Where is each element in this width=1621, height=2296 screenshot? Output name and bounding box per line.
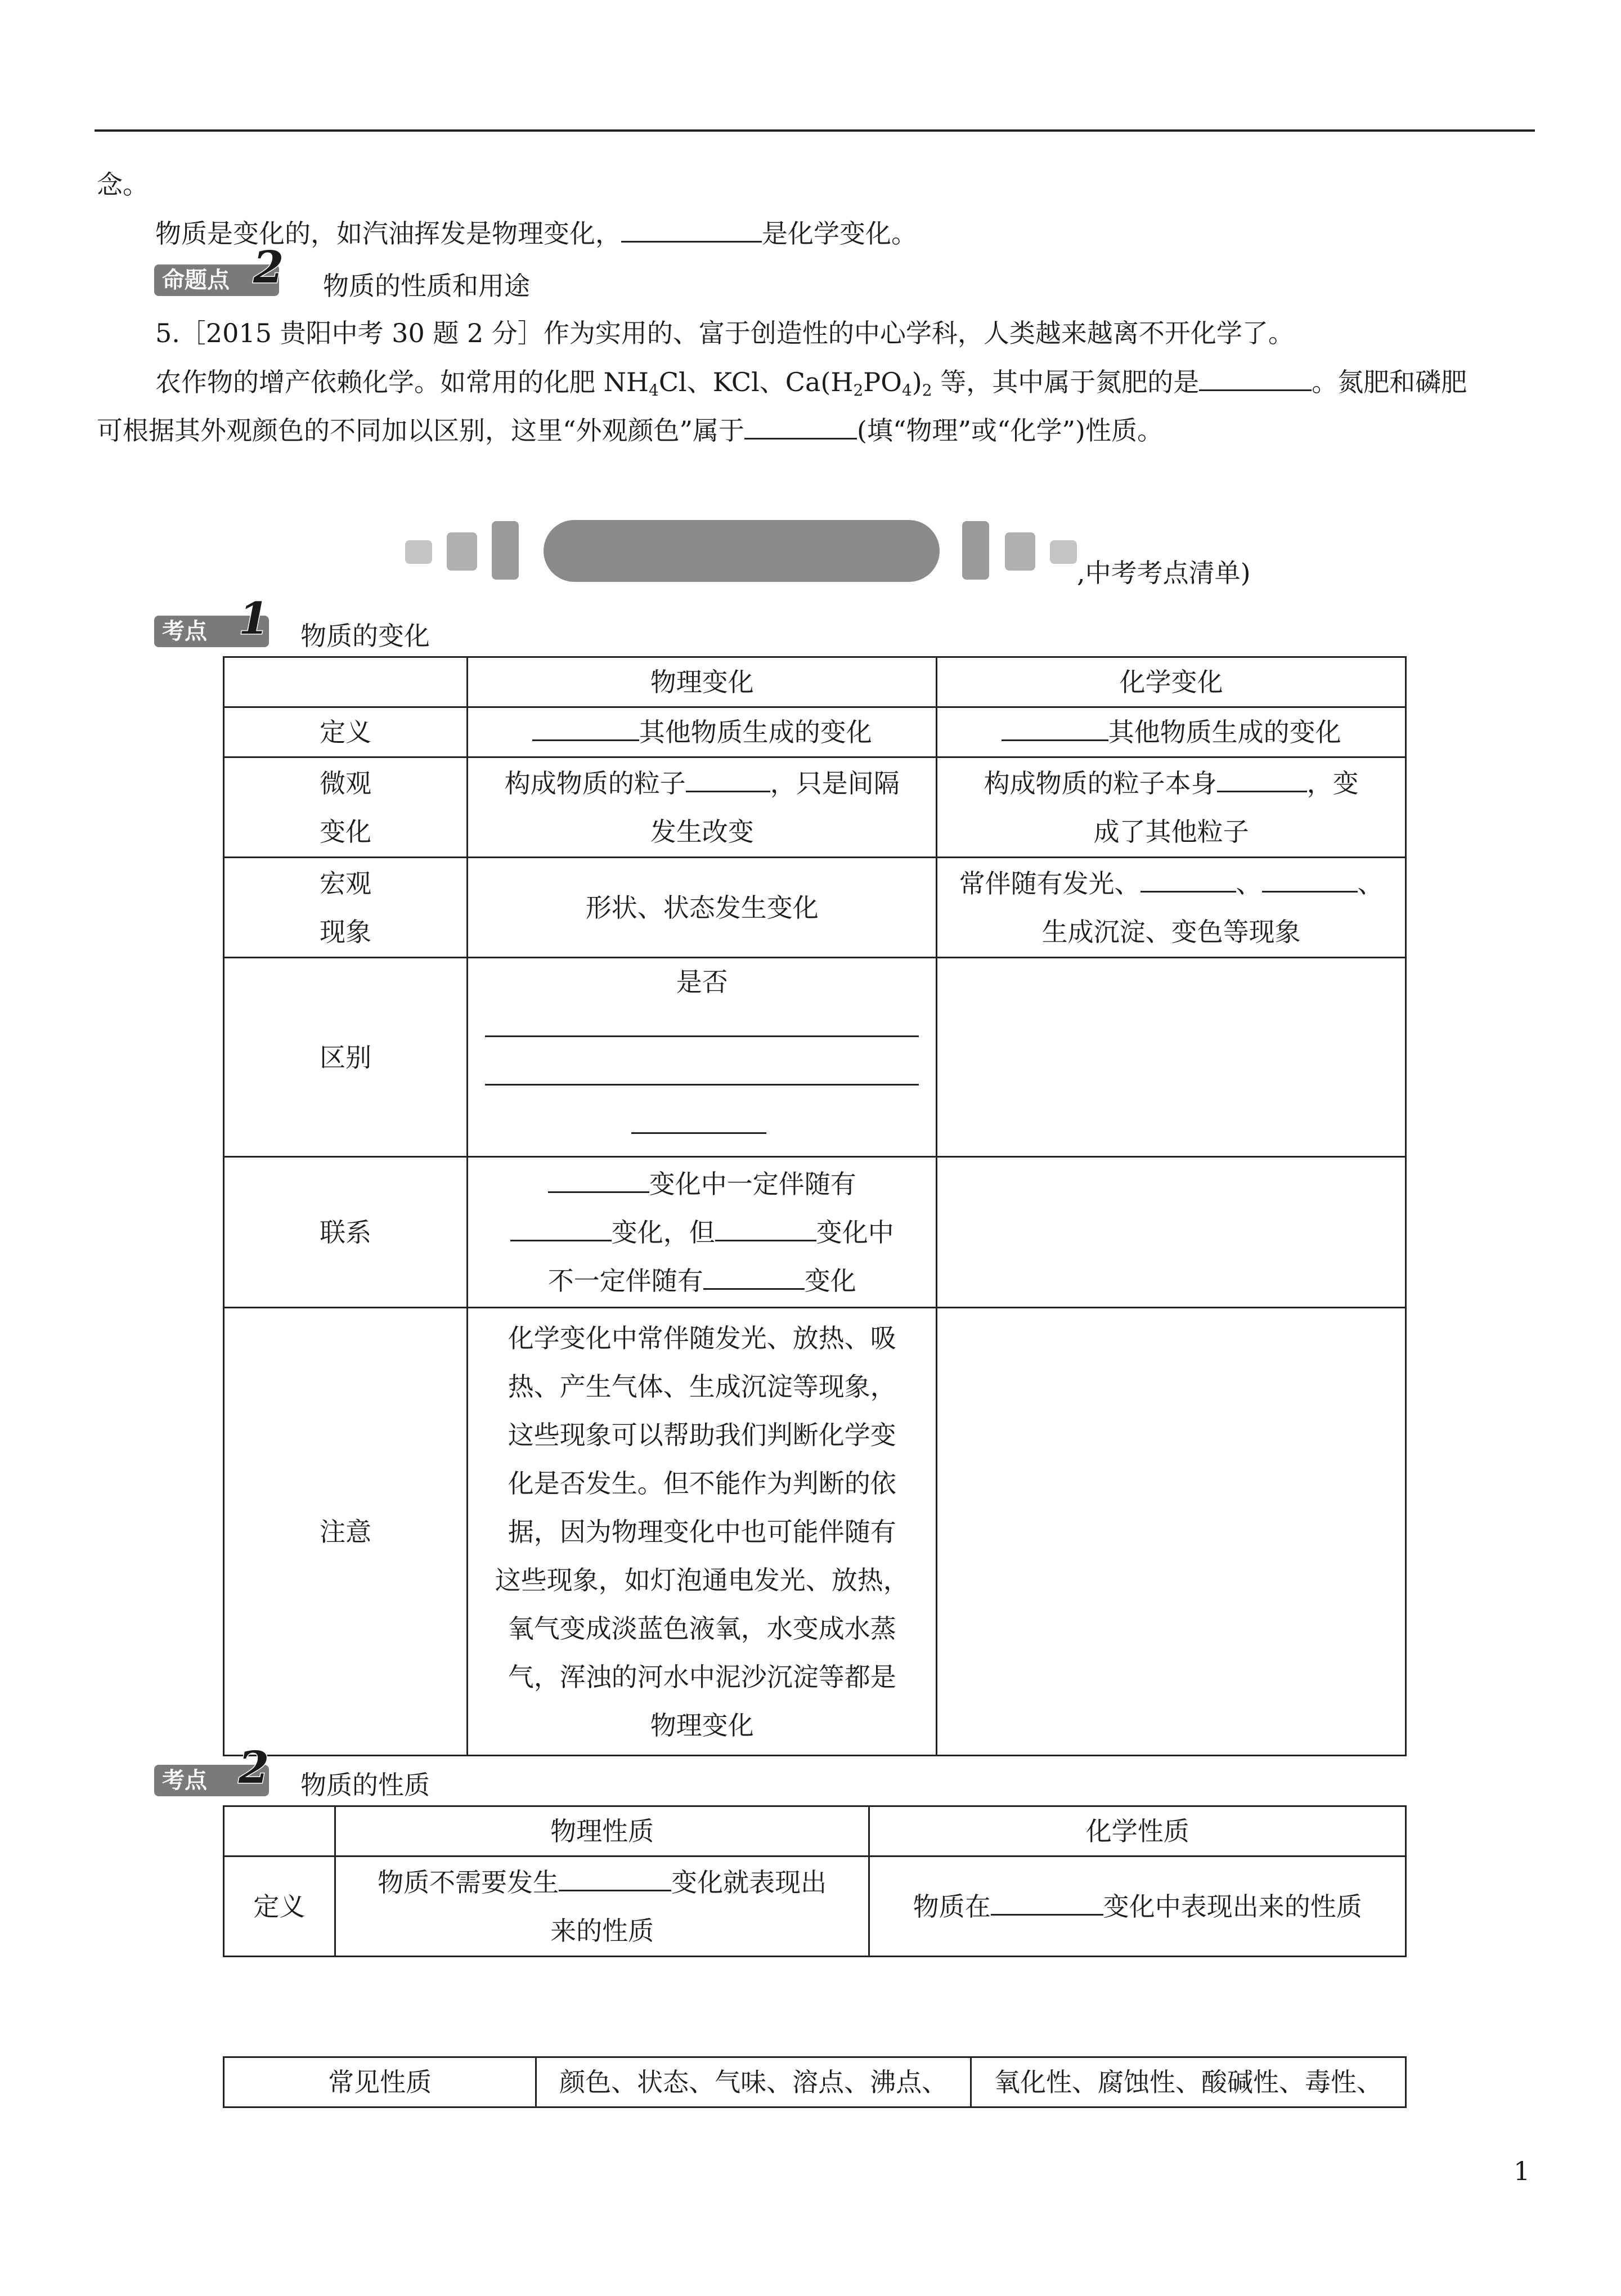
- kp1-badge: [154, 593, 270, 647]
- q5-subscript: 2: [922, 381, 932, 400]
- table-cell: [869, 1856, 1406, 1957]
- kp2-badge: [154, 1742, 270, 1796]
- cell-line: 发生改变: [650, 816, 754, 847]
- answer-line: [479, 1102, 924, 1151]
- topic-title: 物质的性质和用途: [323, 271, 530, 301]
- row-label-note: 注意: [224, 1308, 468, 1756]
- label-line: 微观: [320, 768, 372, 799]
- cell-line: 来的性质: [550, 1915, 654, 1946]
- note-line: 化是否发生。但不能作为判断的依: [508, 1468, 896, 1499]
- q5-text: ): [911, 367, 922, 397]
- label-line: 现象: [320, 916, 372, 947]
- banner-decoration: [492, 521, 519, 580]
- cell-line: 成了其他粒子: [1093, 816, 1249, 847]
- intro-sentence-b: 是化学变化。: [762, 218, 917, 249]
- table-row: [224, 958, 1406, 1157]
- cell-text: 物质不需要发生: [378, 1867, 559, 1898]
- cell-text: ，变: [1306, 768, 1359, 799]
- table-cell: [468, 707, 937, 757]
- cell-line: 生成沉淀、变色等现象: [1041, 916, 1301, 947]
- note-line: 氧气变成淡蓝色液氧，水变成水蒸: [508, 1613, 896, 1644]
- row-label-definition: 定义: [224, 1856, 335, 1957]
- cell-text: 变化中一定伴随有: [649, 1168, 856, 1199]
- topic-badge: [154, 242, 284, 296]
- label-line: 宏观: [320, 868, 372, 899]
- answer-blank: [715, 1215, 816, 1241]
- answer-blank: [703, 1263, 805, 1290]
- q5-text: 农作物的增产依赖化学。如常用的化肥 NH: [155, 367, 649, 397]
- table-cell: [937, 958, 1406, 1157]
- answer-blank: [686, 766, 770, 792]
- kp1-badge-label: 考点: [162, 618, 207, 644]
- table-header-physical: 物理性质: [335, 1806, 869, 1856]
- table-cell: [224, 657, 468, 707]
- cell-line: [479, 1257, 924, 1305]
- table-cell: [468, 958, 937, 1157]
- kp2-badge-label: 考点: [162, 1768, 207, 1793]
- cell-text: 常伴随有发光、: [959, 868, 1140, 899]
- label-line: 变化: [320, 816, 372, 847]
- table-row: [224, 1308, 1406, 1756]
- table-cell: 颜色、状态、气味、溶点、沸点、: [536, 2057, 971, 2107]
- note-line: 据，因为物理变化中也可能伴随有: [508, 1516, 896, 1547]
- row-label-definition: 定义: [224, 707, 468, 757]
- banner-bar: [544, 520, 940, 582]
- table-row: [224, 2057, 1406, 2107]
- q5-subscript: 4: [649, 381, 659, 400]
- topic-badge-label: 命题点: [162, 267, 230, 293]
- kp1-badge-number: 1: [239, 593, 270, 644]
- banner-decoration: [447, 532, 477, 571]
- table-header-chemical: 化学性质: [869, 1806, 1406, 1856]
- banner-decoration: [962, 521, 989, 580]
- cell-text: 其他物质生成的变化: [639, 717, 872, 747]
- row-label-micro: [224, 757, 468, 858]
- cell-line: [479, 1208, 924, 1257]
- intro-sentence-a: 物质是变化的，如汽油挥发是物理变化，: [155, 218, 621, 249]
- row-label-common: 常见性质: [224, 2057, 536, 2107]
- table-header-physical: 物理变化: [468, 657, 937, 707]
- cell-line: [479, 759, 924, 808]
- banner-decoration: [1050, 540, 1077, 564]
- table-cell: [937, 858, 1406, 958]
- row-label-macro: [224, 858, 468, 958]
- cell-text: 构成物质的粒子: [504, 768, 686, 799]
- answer-line: [479, 1054, 924, 1102]
- common-properties-table: [223, 2056, 1407, 2108]
- intro-continuation: 念。: [97, 169, 149, 200]
- topic-badge-number: 2: [253, 242, 284, 293]
- table-cell: [468, 1308, 937, 1756]
- q5-text: PO: [863, 367, 902, 397]
- cell-line: 是否: [676, 967, 728, 997]
- banner-decoration: [405, 540, 432, 564]
- cell-text: 变化中表现出来的性质: [1103, 1891, 1362, 1922]
- cell-line: [949, 859, 1394, 908]
- table-row: [224, 757, 1406, 858]
- cell-text: 变化，但: [611, 1217, 715, 1248]
- answer-blank: [1002, 715, 1108, 741]
- note-line: 气，浑浊的河水中泥沙沉淀等都是: [508, 1661, 896, 1692]
- cell-text: 不一定伴随有: [547, 1265, 703, 1296]
- table-row: [224, 1157, 1406, 1308]
- table-row: [224, 858, 1406, 958]
- table-header-chemical: 化学变化: [937, 657, 1406, 707]
- table-cell: [224, 1806, 335, 1856]
- note-line: 物理变化: [650, 1710, 754, 1741]
- properties-table: [223, 1805, 1407, 1957]
- kp2-badge-number: 2: [239, 1742, 270, 1793]
- table-row: [224, 707, 1406, 757]
- cell-line: [479, 1160, 924, 1208]
- question-5-line-2: [155, 365, 1467, 407]
- table-cell: [937, 707, 1406, 757]
- table-cell: 形状、状态发生变化: [468, 858, 937, 958]
- q5-text: 。氮肥和磷肥: [1312, 367, 1467, 397]
- answer-blank: [1262, 866, 1358, 893]
- q5-subscript: 2: [853, 381, 864, 400]
- q5-subscript: 4: [901, 381, 912, 400]
- table-row: [224, 1856, 1406, 1957]
- cell-text: 物质在: [913, 1891, 991, 1922]
- cell-text: 变化中: [816, 1217, 894, 1248]
- table-row: [224, 657, 1406, 707]
- kp1-title: 物质的变化: [300, 621, 430, 651]
- banner-caption: ,中考考点清单): [1077, 558, 1251, 588]
- cell-text: 其他物质生成的变化: [1108, 717, 1341, 747]
- note-line: 热、产生气体、生成沉淀等现象，: [508, 1371, 896, 1402]
- answer-blank: [1140, 866, 1236, 893]
- cell-line: [949, 759, 1394, 808]
- note-line: 化学变化中常伴随发光、放热、吸: [508, 1322, 896, 1353]
- note-line: 这些现象可以帮助我们判断化学变: [508, 1419, 896, 1450]
- question-5-line-1: 5.［2015 贵阳中考 30 题 2 分］作为实用的、富于创造性的中心学科，人类越来越离不开化学了。: [155, 318, 1294, 348]
- answer-blank: [548, 1167, 649, 1193]
- table-cell: [937, 1157, 1406, 1308]
- cell-text: ，只是间隔: [770, 768, 900, 799]
- question-5-line-3: [97, 413, 1163, 447]
- answer-blank: [1217, 766, 1307, 792]
- kp2-title: 物质的性质: [300, 1770, 430, 1800]
- table-cell: [335, 1856, 869, 1957]
- answer-blank: [744, 413, 857, 440]
- table-row: [224, 1806, 1406, 1856]
- cell-text: 构成物质的粒子本身: [984, 768, 1217, 799]
- page-number: 1: [1514, 2156, 1530, 2186]
- answer-blank: [621, 216, 762, 243]
- note-line: 这些现象，如灯泡通电发光、放热，: [495, 1564, 909, 1595]
- table-cell: [468, 757, 937, 858]
- cell-text: 变化就表现出: [671, 1867, 827, 1898]
- changes-table: [223, 656, 1407, 1756]
- row-label-difference: 区别: [224, 958, 468, 1157]
- table-cell: [937, 1308, 1406, 1756]
- table-cell: 氧化性、腐蚀性、酸碱性、毒性、: [971, 2057, 1406, 2107]
- banner-decoration: [1005, 532, 1035, 571]
- answer-blank: [532, 715, 639, 741]
- header-rule: [95, 129, 1535, 132]
- answer-blank: [1199, 365, 1312, 391]
- table-cell: [937, 757, 1406, 858]
- cell-text: 、: [1357, 868, 1384, 899]
- cell-text: 、: [1236, 868, 1262, 899]
- q5-text: 等，其中属于氮肥的是: [932, 367, 1200, 397]
- answer-blank: [991, 1889, 1103, 1916]
- row-label-connection: 联系: [224, 1157, 468, 1308]
- q5-text: Cl、KCl、Ca(H: [658, 367, 854, 397]
- cell-line: [347, 1858, 857, 1907]
- answer-blank: [510, 1215, 612, 1241]
- cell-text: 变化: [804, 1265, 856, 1296]
- answer-line: [479, 1006, 924, 1054]
- answer-blank: [559, 1865, 671, 1891]
- q5-text: 可根据其外观颜色的不同加以区别，这里“外观颜色”属于: [97, 415, 745, 446]
- table-cell: [468, 1157, 937, 1308]
- q5-text: (填“物理”或“化学”)性质。: [857, 415, 1164, 446]
